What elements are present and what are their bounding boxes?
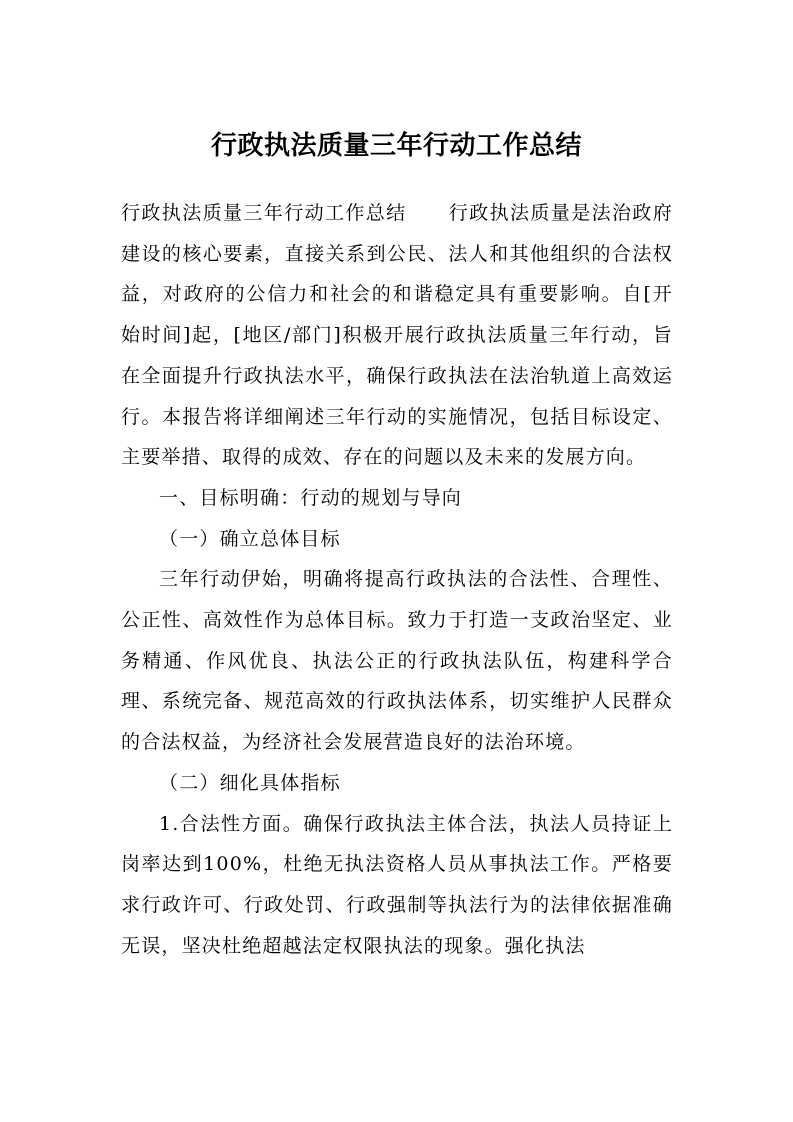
intro-heading: 行政执法质量三年行动工作总结 [121,202,407,224]
document-body [121,193,673,966]
section-heading: 一、目标明确：行动的规划与导向 [159,486,463,509]
intro-text: 行政执法质量是法治政府建设的核心要素，直接关系到公民、法人和其他组织的合法权益，对政府的公信力和社会的和谐稳定具有重要影响。自[开始时间]起，[地区/部门]积极开展行政执法质量三年行动，旨在全面提升行政执法水平，确保行政执法在法治轨道上高效运行。本报告将详细阐述三年行动的实施情况，包括目标设定、主要举措、取得的成效、存在的问题以及未来的发展方向。 [121,202,673,469]
subsection-heading-1: （一）确立总体目标 [159,527,341,550]
point-paragraph-1: 1.合法性方面。确保行政执法主体合法，执法人员持证上岗率达到100%，杜绝无执法资格人员从事执法工作。严格要求行政许可、行政处罚、行政强制等执法行为的法律依据准确无误，坚决杜绝超越法定权限执法的现象。强化执法 [121,812,673,957]
subsection-heading-2: （二）细化具体指标 [159,771,341,794]
intro-paragraph [121,193,673,478]
subsection-paragraph-1: 三年行动伊始，明确将提高行政执法的合法性、合理性、公正性、高效性作为总体目标。致力于打造一支政治坚定、业务精通、作风优良、执法公正的行政执法队伍，构建科学合理、系统完备、规范高效的行政执法体系，切实维护人民群众的合法权益，为经济社会发展营造良好的法治环境。 [121,568,673,754]
document-title: 行政执法质量三年行动工作总结 [210,131,582,161]
